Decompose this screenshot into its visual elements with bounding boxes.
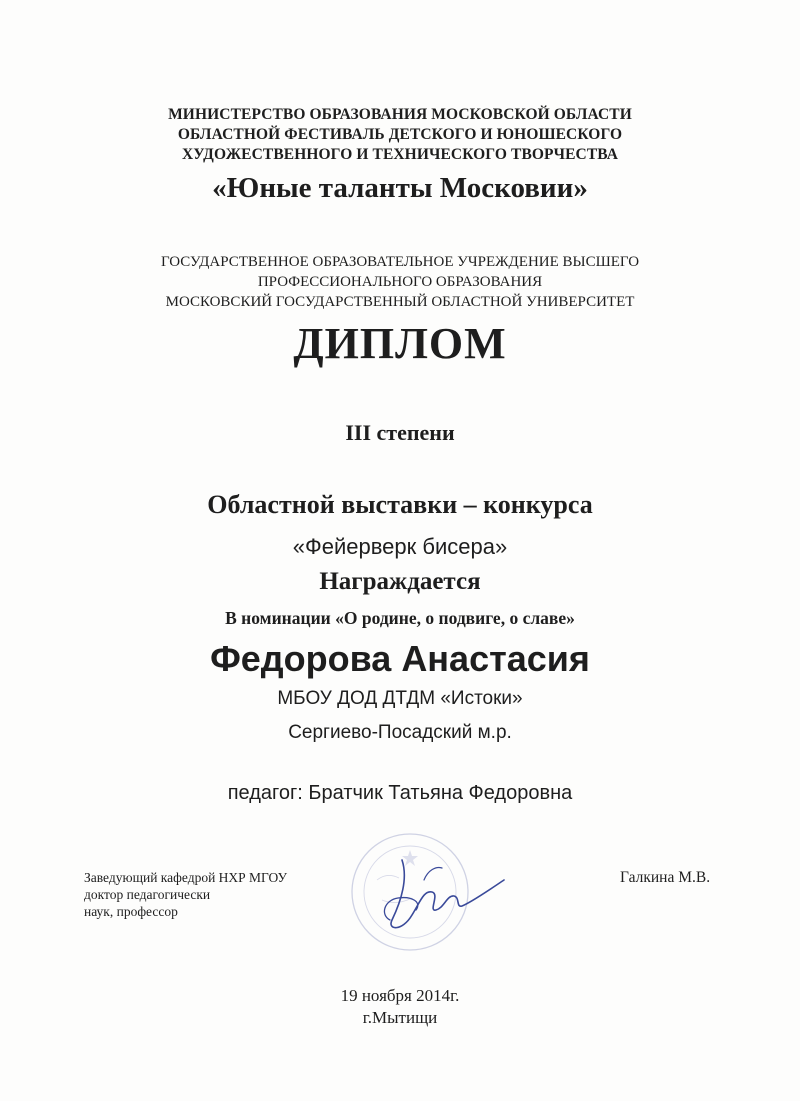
- festival-heading-line1: ОБЛАСТНОЙ ФЕСТИВАЛЬ ДЕТСКОГО И ЮНОШЕСКОГО: [177, 126, 623, 143]
- signatory-position: [84, 869, 287, 920]
- university-line2: ПРОФЕССИОНАЛЬНОГО ОБРАЗОВАНИЯ: [257, 274, 543, 290]
- awardee-district: Сергиево-Посадский м.р.: [288, 722, 512, 743]
- issue-date: 19 ноября 2014г.: [340, 986, 460, 1005]
- signatory-name: Галкина М.В.: [620, 869, 711, 886]
- contest-title: Областной выставки – конкурса: [207, 490, 593, 519]
- awardee-organization: МБОУ ДОД ДТДМ «Истоки»: [277, 688, 523, 709]
- signatory-position-line1: Заведующий кафедрой НХР МГОУ: [84, 870, 288, 885]
- festival-heading-line2: ХУДОЖЕСТВЕННОГО И ТЕХНИЧЕСКОГО ТВОРЧЕСТВА: [181, 146, 619, 163]
- festival-name: «Юные таланты Московии»: [212, 172, 588, 204]
- contest-name: «Фейерверк бисера»: [292, 534, 508, 559]
- awarded-label: Награждается: [319, 568, 481, 595]
- signatory-position-line2: доктор педагогически: [84, 887, 211, 902]
- awardee-name: Федорова Анастасия: [210, 638, 590, 679]
- official-stamp-signature: [332, 820, 510, 960]
- diploma-degree: III степени: [345, 420, 455, 445]
- signatory-position-line3: наук, профессор: [84, 904, 178, 919]
- ministry-heading: МИНИСТЕРСТВО ОБРАЗОВАНИЯ МОСКОВСКОЙ ОБЛАСТИ: [168, 106, 632, 123]
- university-line1: ГОСУДАРСТВЕННОЕ ОБРАЗОВАТЕЛЬНОЕ УЧРЕЖДЕНИЕ ВЫСШЕГО: [160, 254, 640, 270]
- issue-city: г.Мытищи: [362, 1008, 438, 1027]
- teacher-name: педагог: Братчик Татьяна Федоровна: [227, 782, 573, 804]
- diploma-title: ДИПЛОМ: [293, 319, 507, 368]
- nomination: В номинации «О родине, о подвиге, о славе»: [225, 608, 575, 628]
- university-line3: МОСКОВСКИЙ ГОСУДАРСТВЕННЫЙ ОБЛАСТНОЙ УНИВЕРСИТЕТ: [165, 294, 635, 310]
